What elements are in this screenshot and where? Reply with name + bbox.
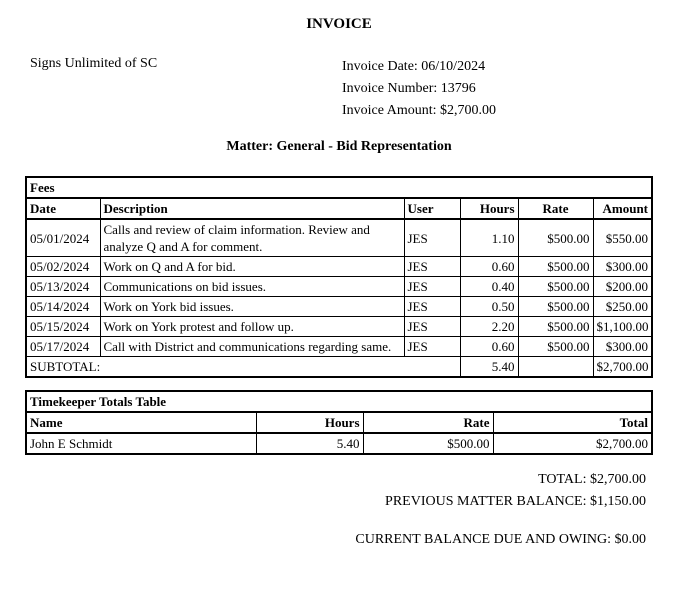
fees-subtotal-rate-empty xyxy=(518,357,593,378)
fees-subtotal-amount: $2,700.00 xyxy=(593,357,652,378)
fees-subtotal-label: SUBTOTAL: xyxy=(26,357,460,378)
fees-cell-date: 05/01/2024 xyxy=(26,219,100,257)
current-balance-value: $0.00 xyxy=(614,532,646,547)
fees-cell-rate: $500.00 xyxy=(518,297,593,317)
fees-cell-description: Work on Q and A for bid. xyxy=(100,257,404,277)
fees-cell-rate: $500.00 xyxy=(518,277,593,297)
fees-header-row xyxy=(26,198,652,219)
timekeeper-col-header-hours: Hours xyxy=(256,412,363,433)
client-name: Signs Unlimited of SC xyxy=(30,56,158,71)
timekeeper-cell-rate: $500.00 xyxy=(363,433,493,454)
timekeeper-col-header-total: Total xyxy=(493,412,652,433)
fees-cell-amount: $200.00 xyxy=(593,277,652,297)
fees-cell-user: JES xyxy=(404,297,460,317)
timekeeper-title: Timekeeper Totals Table xyxy=(26,391,652,412)
invoice-meta-block xyxy=(342,56,496,122)
previous-matter-balance-line xyxy=(355,491,646,513)
fees-cell-rate: $500.00 xyxy=(518,219,593,257)
timekeeper-col-header-name: Name xyxy=(26,412,256,433)
fees-row xyxy=(26,219,652,257)
total-label: TOTAL: xyxy=(538,472,587,487)
invoice-amount-line xyxy=(342,100,496,122)
timekeeper-cell-hours: 5.40 xyxy=(256,433,363,454)
timekeeper-header-row xyxy=(26,412,652,433)
fees-col-header-amount: Amount xyxy=(593,198,652,219)
timekeeper-totals-table xyxy=(25,390,653,455)
timekeeper-row xyxy=(26,433,652,454)
previous-matter-balance-value: $1,150.00 xyxy=(590,494,646,509)
invoice-amount-label: Invoice Amount: xyxy=(342,103,437,118)
page-title: INVOICE xyxy=(306,16,372,32)
timekeeper-cell-name: John E Schmidt xyxy=(26,433,256,454)
fees-cell-user: JES xyxy=(404,277,460,297)
fees-subtotal-hours: 5.40 xyxy=(460,357,518,378)
fees-cell-date: 05/13/2024 xyxy=(26,277,100,297)
fees-subtotal-row xyxy=(26,357,652,378)
total-line xyxy=(355,469,646,491)
fees-title: Fees xyxy=(26,177,652,198)
fees-cell-date: 05/15/2024 xyxy=(26,317,100,337)
invoice-date-line xyxy=(342,56,496,78)
fees-row xyxy=(26,297,652,317)
fees-row xyxy=(26,277,652,297)
fees-cell-description: Calls and review of claim information. Review and analyze Q and A for comment. xyxy=(100,219,404,257)
fees-cell-hours: 1.10 xyxy=(460,219,518,257)
fees-cell-rate: $500.00 xyxy=(518,337,593,357)
fees-cell-description: Work on York bid issues. xyxy=(100,297,404,317)
fees-cell-amount: $250.00 xyxy=(593,297,652,317)
fees-cell-user: JES xyxy=(404,337,460,357)
fees-row xyxy=(26,317,652,337)
totals-block xyxy=(355,469,646,551)
invoice-amount-value: $2,700.00 xyxy=(440,103,496,118)
previous-matter-balance-label: PREVIOUS MATTER BALANCE: xyxy=(385,494,587,509)
fees-table xyxy=(25,176,653,378)
fees-col-header-description: Description xyxy=(100,198,404,219)
current-balance-line xyxy=(355,529,646,551)
fees-cell-hours: 0.50 xyxy=(460,297,518,317)
timekeeper-cell-total: $2,700.00 xyxy=(493,433,652,454)
fees-cell-description: Work on York protest and follow up. xyxy=(100,317,404,337)
fees-cell-description: Communications on bid issues. xyxy=(100,277,404,297)
timekeeper-col-header-rate: Rate xyxy=(363,412,493,433)
fees-cell-date: 05/14/2024 xyxy=(26,297,100,317)
current-balance-label: CURRENT BALANCE DUE AND OWING: xyxy=(355,532,611,547)
fees-cell-rate: $500.00 xyxy=(518,317,593,337)
fees-title-row xyxy=(26,177,652,198)
fees-cell-hours: 2.20 xyxy=(460,317,518,337)
fees-cell-rate: $500.00 xyxy=(518,257,593,277)
fees-cell-description: Call with District and communications regarding same. xyxy=(100,337,404,357)
timekeeper-title-row xyxy=(26,391,652,412)
fees-cell-amount: $550.00 xyxy=(593,219,652,257)
fees-cell-amount: $1,100.00 xyxy=(593,317,652,337)
fees-cell-amount: $300.00 xyxy=(593,337,652,357)
fees-cell-hours: 0.60 xyxy=(460,337,518,357)
total-value: $2,700.00 xyxy=(590,472,646,487)
fees-cell-user: JES xyxy=(404,219,460,257)
fees-cell-user: JES xyxy=(404,317,460,337)
fees-col-header-rate: Rate xyxy=(518,198,593,219)
fees-row xyxy=(26,257,652,277)
invoice-number-value: 13796 xyxy=(440,81,476,96)
fees-cell-amount: $300.00 xyxy=(593,257,652,277)
invoice-number-label: Invoice Number: xyxy=(342,81,438,96)
fees-cell-user: JES xyxy=(404,257,460,277)
fees-col-header-user: User xyxy=(404,198,460,219)
fees-cell-hours: 0.60 xyxy=(460,257,518,277)
matter-heading: Matter: General - Bid Representation xyxy=(226,139,452,154)
fees-cell-date: 05/17/2024 xyxy=(26,337,100,357)
fees-cell-date: 05/02/2024 xyxy=(26,257,100,277)
fees-cell-hours: 0.40 xyxy=(460,277,518,297)
fees-col-header-date: Date xyxy=(26,198,100,219)
fees-row xyxy=(26,337,652,357)
invoice-date-label: Invoice Date: xyxy=(342,59,418,74)
invoice-number-line xyxy=(342,78,496,100)
invoice-date-value: 06/10/2024 xyxy=(421,59,486,74)
fees-col-header-hours: Hours xyxy=(460,198,518,219)
